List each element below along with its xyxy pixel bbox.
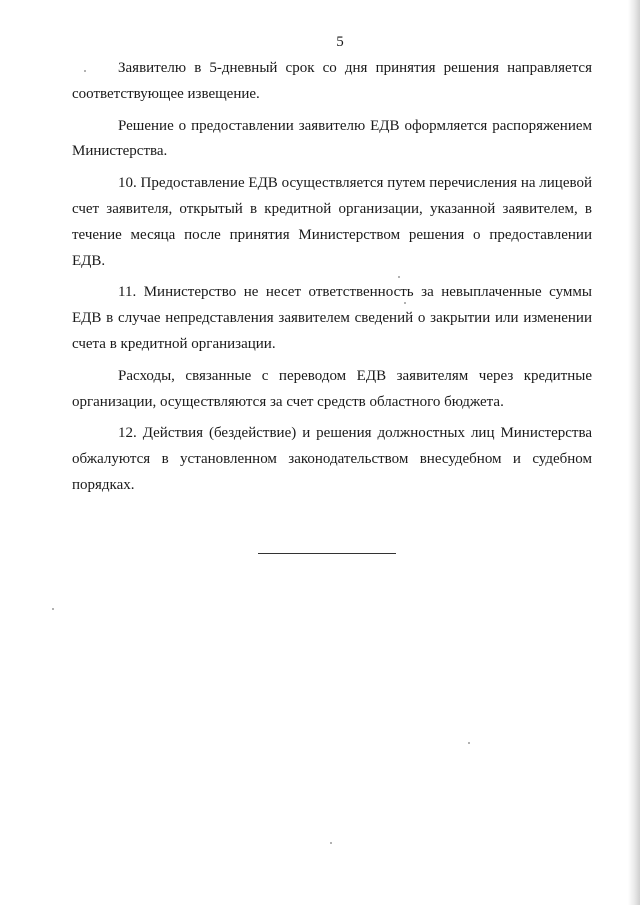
paragraph-clause-12: 12. Действия (бездействие) и решения должностных лиц Министерства обжалуются в установленном законодательством внесудебном и судебном порядках. <box>72 425 592 493</box>
scan-speck <box>52 608 54 610</box>
scan-edge-shadow <box>628 0 640 905</box>
paragraph-clause-11: 11. Министерство не несет ответственность за невыплаченные суммы ЕДВ в случае непредставления заявителем сведений о закрытии или изменении счета в кредитной организации. <box>72 284 592 352</box>
scan-speck <box>330 842 332 844</box>
paragraph-expenses: Расходы, связанные с переводом ЕДВ заявителям через кредитные организации, осуществляются за счет средств областного бюджета. <box>72 367 592 410</box>
end-separator-line <box>258 553 396 554</box>
scan-speck <box>398 276 400 278</box>
scan-speck <box>404 302 406 304</box>
page-number: 5 <box>336 34 344 50</box>
scan-speck <box>468 742 470 744</box>
paragraph-decision: Решение о предоставлении заявителю ЕДВ оформляется распоряжением Министерства. <box>72 117 592 160</box>
paragraph-clause-10: 10. Предоставление ЕДВ осуществляется путем перечисления на лицевой счет заявителя, открытый в кредитной организации, указанной заявителем, в течение месяца после принятия Министерством решения о предоставлении ЕДВ. <box>72 175 592 269</box>
document-body <box>72 56 592 505</box>
paragraph-notification: Заявителю в 5-дневный срок со дня принятия решения направляется соответствующее извещение. <box>72 60 592 102</box>
scan-speck <box>84 70 86 72</box>
